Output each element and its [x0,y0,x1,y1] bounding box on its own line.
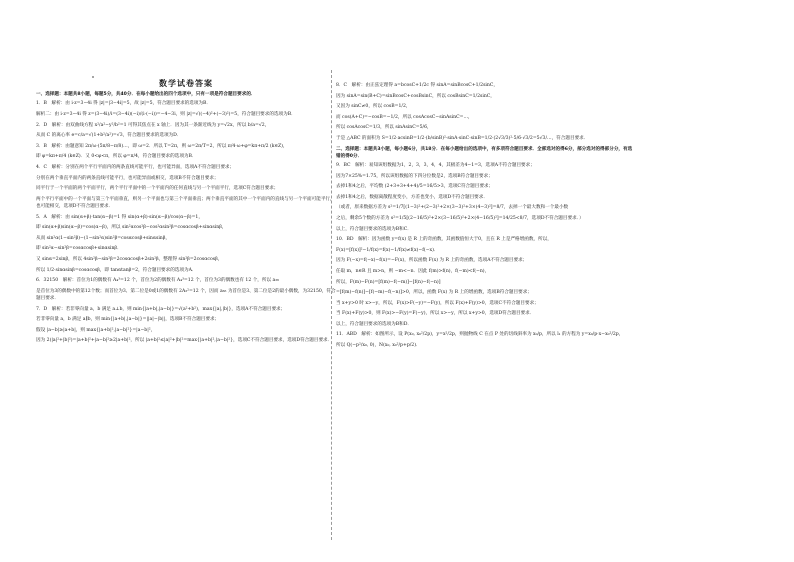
page-title: 数学试卷答案 [159,79,213,88]
answer-paragraph: 1．B 解析：由 i·z=3−4i 得 |z|=|3−4i|=5，故 |z|=5，符合题目要求的选项为B． [36,101,212,107]
answer-paragraph: 于是 △ABC 的面积为 S=1/2·acsinB=1/2·(b/sinB)²·sinA·sinC·sinB=1/2·(2√3/3)²·5/6·√3/2=5√3/…，符合题目要求． [336,135,589,141]
answer-paragraph: 因为 2(|a|²+|b|²)=|a+b|²+|a−b|²≥2|a+b|²，所以 |a+b|²≤|a|²+|b|²=max{|a+b|²,|a−b|²}，选项C不符合题目要求，选项D符合题目要求． [36,338,333,344]
answer-paragraph: 10．BD 解析：因为函数 y=f(x) 是 R 上的奇函数，其函数值恒大于0，且在 R 上是严格增函数，所以， [336,237,552,243]
answer-paragraph: 以上，符合题目要求的选项为B和D． [336,321,412,327]
answer-paragraph: 之后，剩余5个数的方差为 s²=1/5[(2−16/5)²+2×(3−16/5)²+2×(4−16/5)²]=14/25<8/7，选项D不符合题目要求．） [336,215,584,221]
answer-paragraph: 任取 m，n∈R 且 m>n，则 −m<−n．因此 f(m)>f(n)，f(−m)<f(−n)， [336,268,490,274]
answer-paragraph: 两个平行平面中的一个平面与第三个平面垂直，则另一个平面也与第三个平面垂直；两个垂直平面的其中一个平面内的直线与另一个平面可能平行，也可能相交，选项D不符合题目要求． [36,196,335,209]
answer-paragraph: 是首位为3的偶数中的第12个数；而首位为3、第二位是0或1的偶数有 2A₃²=12 个，因而 a₃₆ 为首位是3、第二位是2的最小偶数，为32150，符合题目要求． [36,288,336,301]
answer-paragraph: 又 sinα=2sinβ，所以 4sin²β−sin²β=2cosαcosβ+2sin²β，整理得 sin²β=2cosαcosβ， [36,256,223,262]
section-1-header: 一、选择题：本题共8小题，每题5分，共40分．在每小题给出的四个选项中，只有一项是符合题目要求的． [36,92,256,98]
answer-paragraph: 8．C 解析：由正弦定理得 a=bcosC+1/2c 得 sinA=sinBcosC+1/2sinC， [336,83,498,88]
answer-paragraph: 解析二：由 i·z=3−4i 得 z=(3−4i)/i=(3−4i)(−i)/(i·(−i))=−4−3i，则 |z|=√((−4)²+(−3)²)=5，符合题目要求的选项为B． [36,112,296,117]
answer-paragraph: 去掉1和4之后，数据离散程度变小，方差也变小，选项D不符合题目要求． [336,194,488,200]
answer-paragraph: 假设 |a−b|≥|a+b|，则 max{|a+b|²,|a−b|²}=|a−b|²， [36,327,156,333]
answer-paragraph: 因为 F(−x)=f(−x)−f(x)=−F(x)，所以函数 F(x) 为 R 上的奇函数，选项A不符合题目要求； [336,258,528,264]
answer-paragraph: 所以 1/2·sinαsinβ=cosαcosβ，即 tanαtanβ=2，符合题目要求的选项为A． [36,267,197,273]
answer-paragraph: 所以 cosAcosC=1/3，所以 sinAsinC=5/6， [336,125,432,131]
answer-paragraph: F(x)=[f(x)]²−1/f(x)=f(x)−1/f(x)≠f(x)−f(−x)． [336,247,439,253]
answer-paragraph: 9．BC 解析：易知该组数据为1，2，3，3，4，4，其极差为4−1=3，选项A不符合题目要求； [336,162,535,168]
answer-paragraph: 11．ABD 解析：如图所示，设 P(x₀, x₀²/2p)，y=x²/2p，则抛物线 C 在点 P 处的切线斜率为 x₀/p，所以 l₁ 的方程为 y=x₀/p·x−x₀²/2p， [336,332,624,338]
answer-paragraph: 而 cos(A+C)=−cosB=−1/2，所以 cosAcosC−sinAsinC=…， [336,114,473,120]
answer-paragraph: 7．D 解析：若非零向量 a，b 满足 a⊥b，则 min{|a+b|,|a−b|}=√(a²+b²)，max{|a|,|b|}，选项A不符合题目要求； [36,306,286,312]
answer-paragraph: 所以 Q(−p²/x₀, 0)，N(x₀, x₀²/p+p/2)． [336,343,421,349]
answer-paragraph: 即 φ=kπ+π/4 (k∈Z)．又 0<φ<π，所以 φ=π/4，符合题目要求的选项为B． [36,154,197,160]
answer-paragraph: 又因为 sinC≠0，所以 cosB=1/2， [336,104,411,110]
left-column [36,72,336,348]
answer-paragraph: =[f(m)−f(n)]−[f(−m)−f(−n)]>0，所以，函数 F(x) 为 R 上的增函数，选项B符合题目要求； [336,290,532,296]
answer-paragraph: 当 F(x)+F(y)>0，则 F(x)>−F(y)=F(−y)，所以 x>−y，所以 x+y>0，选项D符合题目要求． [336,311,535,317]
answer-paragraph: 去掉1和4之后，平均数 (2+3+3+4+4)/5=16/5>3，选项C符合题目要求； [336,184,494,190]
answer-paragraph: 即 sin(α+β)sin(α−β)=cos(α−β)，所以 sin²αcos²β−cos²αsin²β=cosαcosβ+sinαsinβ， [36,225,227,231]
answer-paragraph: 同平行于一个平面的两个平面平行，两个平行平面中的一个平面内的任何直线与另一个平面平行，选项C符合题目要求； [36,186,279,192]
section-2-header: 二、选择题：本题共3小题，每小题6分，共18分．在每小题给出的选项中，有多项符合题目要求．全部选对的得6分，部分选对的得部分分，有选错的得0分． [336,146,633,159]
answer-paragraph: 因为7×25%=1.75，所以该组数据的下四分位数是2，选项B符合题目要求； [336,173,493,179]
answer-paragraph: 从而 C 的离心率 e=c/a=√(1+b²/a²)=√3，符合题目要求的选项为D． [36,133,182,139]
answer-paragraph: 从而 sin²α(1−sin²β)−(1−sin²α)sin²β=cosαcosβ+sinαsinβ， [36,235,171,241]
answer-paragraph: 分别在两个垂直平面内的两条直线可能平行，也可能异面或相交，选项B不符合题目要求； [36,175,219,181]
answer-paragraph: 因为 sinA=sin(B+C)=sinBcosC+cosBsinC，所以 cosBsinC=1/2sinC， [336,93,495,99]
answer-paragraph: 4．C 解析：分别在两个平行平面内的两条直线可能平行，也可能异面，选项A不符合题目要求； [36,164,235,170]
answer-paragraph: 以上，符合题目要求的选项为B和C． [336,226,412,232]
right-column [336,82,636,353]
answer-paragraph: 当 x+y>0 时 x>−y，所以，F(x)>F(−y)=−F(y)，所以 F(x)+F(y)>0，选项C不符合题目要求； [336,300,539,306]
answer-paragraph: 若非零向量 a，b 满足 a∥b，则 min{|a+b|,|a−b|}=||a|−|b||，选项B不符合题目要求； [36,317,220,323]
column-divider [331,70,332,540]
left-answers [36,100,336,344]
answer-paragraph: 3．B 解析：由题意知 2π/ω·(5π/8−π/8)…，即 ω=2．所以 T=2π，则 ω=2π/T=2，所以 π/4·ω+φ=kπ+π/2 (k∈Z)， [36,143,288,149]
answer-paragraph: 5．A 解析：由 sin(α+β)·tan(α−β)=1 得 sin(α+β)·sin(α−β)/cos(α−β)=1， [36,214,203,220]
answer-paragraph: 即 sin²α−sin²β=cosαcosβ+sinαsinβ． [36,246,122,252]
answer-paragraph: （或者，原来数据方差为 s²=1/7[(1−3)²+(2−3)²+2×(3−3)²+3×(4−3)²]=8/7，去掉一个最大数和一个最小数 [336,205,569,211]
answer-paragraph: 所以，F(m)−F(n)=[f(m)−f(−m)]−[f(n)−f(−n)] [336,279,441,285]
answer-paragraph: 2．D 解析：由双曲线方程 x²/a²−y²/b²=1 可得其焦点在 x 轴上．因为其一条渐近线为 y=√2x，所以 b/a=√2， [36,122,270,128]
right-answers-part2 [336,162,636,349]
answer-paragraph: 6．32150 解析：首位为1的偶数有 A₄³=12 个，首位为2的偶数有 A₄³=12 个，首位为3的偶数也有 12 个，所以 a₃₆ [36,278,279,284]
right-answers-part1 [336,82,636,142]
